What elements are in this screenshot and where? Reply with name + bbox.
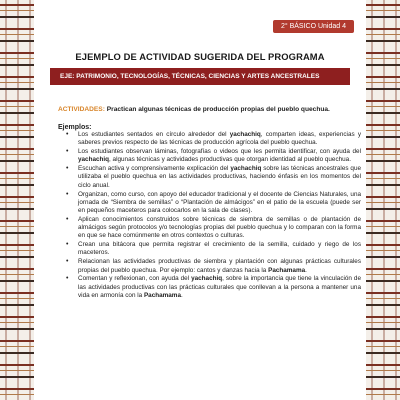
- eje-banner: [50, 68, 350, 85]
- list-item: • Crean una bitácora que permita registrar el crecimiento de la semilla, cuidado y riego de los maceteros.: [78, 241, 361, 258]
- page-title: EJEMPLO DE ACTIVIDAD SUGERIDA DEL PROGRAMA: [75, 51, 325, 62]
- list-item: • Aplican conocimientos construidos sobre técnicas de siembra de semillas o de plantación de almácigos según protocolos y/o tecnologías propias del pueblo quechua y lo comparan con la forma en que se hace comúnmente en otros contextos o culturas.: [78, 216, 361, 241]
- list-item: • Los estudiantes sentados en círculo alrededor del yachachiq, comparten ideas, experiencias y saberes previos respecto de las técnicas de producción agrícola del pueblo quechua.: [78, 131, 361, 148]
- decorative-border-left: [0, 0, 34, 400]
- list-item: • Comentan y reflexionan, con ayuda del yachachiq, sobre la importancia que tiene la vinculación de las actividades productivas con las prácticas culturales que conllevan a la persona a mantener una vida en armonía con la Pachamama.: [78, 275, 361, 300]
- list-item: • Los estudiantes observan láminas, fotografías o videos que les permita identificar, con ayuda del yachachiq, algunas técnicas y actividades productivas que otorgan identidad al pueblo quechua.: [78, 148, 361, 165]
- list-item: • Relacionan las actividades productivas de siembra y plantación con algunas prácticas culturales propias del pueblo quechua. Por ejemplo: cantos y danzas hacia la Pachamama.: [78, 258, 361, 275]
- list-item: • Organizan, como curso, con apoyo del educador tradicional y el docente de Ciencias Naturales, una jornada de “Siembra de semillas” o “Plantación de almácigos” en el patio de la escuela (puede ser en pequeños maceteros para colocarlos en la sala de clases).: [78, 191, 361, 216]
- decorative-border-right: [366, 0, 400, 400]
- examples-list: [58, 131, 361, 301]
- activities-line: [58, 106, 356, 113]
- eje-label: EJE: PATRIMONIO, TECNOLOGÍAS, TÉCNICAS, CIENCIAS Y ARTES ANCESTRALES: [60, 73, 320, 80]
- examples-title: Ejemplos:: [58, 124, 92, 131]
- activities-text: Practican algunas técnicas de producción propias del pueblo quechua.: [106, 106, 330, 113]
- unit-badge: 2° BÁSICO Unidad 4: [273, 20, 354, 33]
- list-item: • Escuchan activa y comprensivamente explicación del yachachiq sobre las técnicas ancestrales que utilizaba el pueblo quechua en las actividades productivas, haciendo énfasis en los momentos del ciclo anual.: [78, 165, 361, 190]
- activities-label: ACTIVIDADES:: [58, 106, 105, 113]
